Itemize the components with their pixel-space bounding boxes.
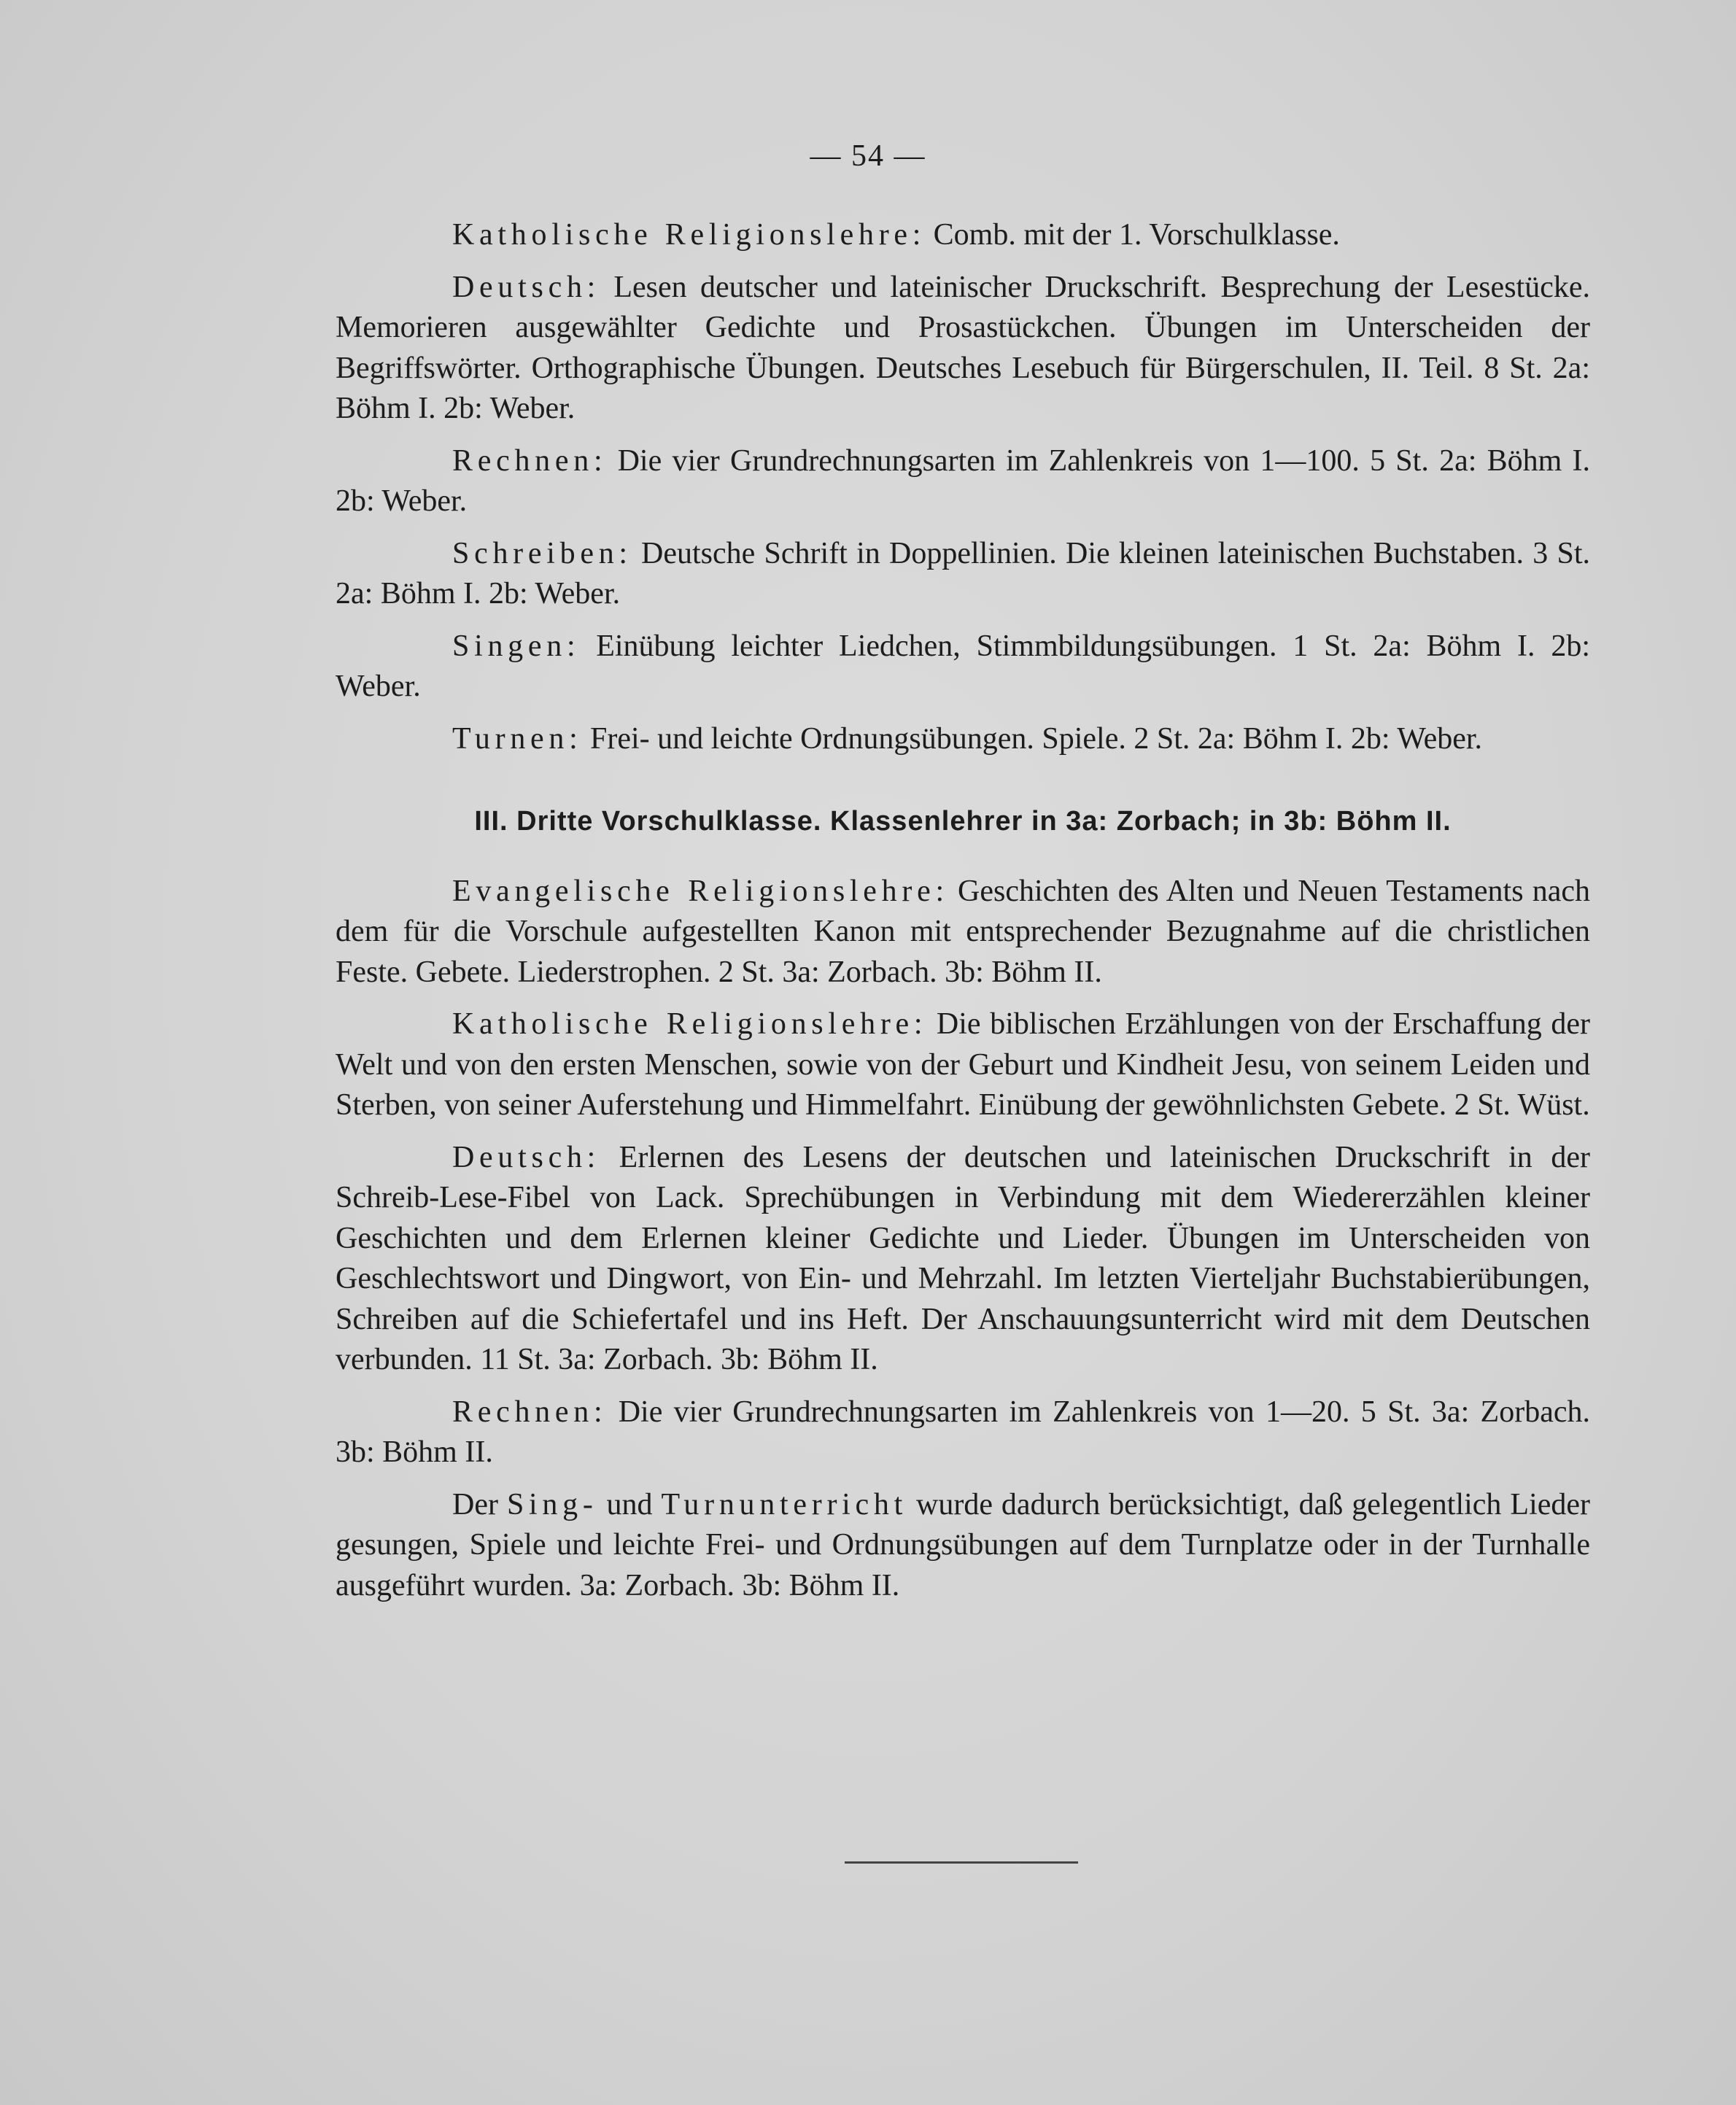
subject-label: Turnen: [452, 721, 583, 756]
closing-rule [845, 1861, 1078, 1864]
paragraph-kath-religion-2 [336, 1004, 1590, 1126]
paragraph-text: Deutsche Schrift in Doppellinien. Die kleinen lateinischen Buchstaben. 3 St. 2a: Böhm I. 2b: Weber. [336, 536, 1590, 610]
paragraph-schreiben [336, 534, 1590, 615]
paragraph-text: Geschichten des Alten und Neuen Testaments nach dem für die Vorschule aufgestellten Kanon mit entsprechender Bezugnahme auf die christlichen Feste. Gebete. Liederstrophen. 2 St. 3a: Zorbach. 3b: Böhm II. [336, 874, 1590, 989]
paragraph-turnen [336, 719, 1590, 760]
paragraph-sing-turn [336, 1485, 1590, 1607]
paragraph-text: Erlernen des Lesens der deutschen und lateinischen Druckschrift in der Schreib-Lese-Fibel von Lack. Sprechübungen in Verbindung mit dem Wiedererzählen kleiner Geschichten und dem Erlernen kleiner Gedichte und Lieder. Übungen im Unterscheiden von Geschlechtswort und Dingwort, von Ein- und Mehrzahl. Im letzten Vierteljahr Buchstabierübungen, Schreiben auf die Schiefertafel und ins Heft. Der Anschauungsunterricht wird mit dem Deutschen verbunden. 11 St. 3a: Zorbach. 3b: Böhm II. [336, 1140, 1590, 1376]
paragraph-text: Frei- und leichte Ordnungsübungen. Spiele. 2 St. 2a: Böhm I. 2b: Weber. [582, 721, 1483, 756]
paragraph-text: Der [452, 1487, 507, 1521]
subject-label: Deutsch: [452, 270, 601, 304]
subject-label: Schreiben: [452, 536, 632, 570]
paragraph-text: Comb. mit der 1. Vorschulklasse. [926, 218, 1340, 252]
paragraph-singen [336, 627, 1590, 708]
subject-label: Singen: [452, 629, 581, 663]
paragraph-kath-religion-1 [336, 215, 1590, 256]
paragraph-rechnen-1 [336, 441, 1590, 522]
paragraph-deutsch-1 [336, 268, 1590, 430]
paragraph-ev-religion [336, 872, 1590, 993]
paragraph-text: und [597, 1487, 662, 1521]
subject-label: Rechnen: [452, 443, 608, 478]
subject-label: Katholische Religionslehre: [452, 1007, 928, 1041]
subject-label: Deutsch: [452, 1140, 601, 1174]
subject-label: Katholische Religionslehre: [452, 218, 926, 252]
paragraph-text: wurde dadurch berücksichtigt, daß gelegentlich Lieder gesungen, Spiele und leichte Frei- und Ordnungsübungen auf dem Turnplatze oder in der Turnhalle ausgeführt wurden. 3a: Zorbach. 3b: Böhm II. [336, 1487, 1591, 1602]
paragraph-text: Die vier Grundrechnungsarten im Zahlenkreis von 1—100. 5 St. 2a: Böhm I. 2b: Weber. [336, 443, 1590, 518]
paragraph-rechnen-2 [336, 1392, 1590, 1473]
paragraph-text: Die biblischen Erzählungen von der Erschaffung der Welt und von den ersten Menschen, sowie von der Geburt und Kindheit Jesu, von seinem Leiden und Sterben, von seiner Auferstehung und Himmelfahrt. Einübung der gewöhnlichsten Gebete. 2 St. Wüst. [336, 1007, 1590, 1122]
paragraph-text: Die vier Grundrechnungsarten im Zahlenkreis von 1—20. 5 St. 3a: Zorbach. 3b: Böhm II. [336, 1395, 1590, 1469]
subject-label: Rechnen: [452, 1395, 608, 1429]
paragraph-text: Lesen deutscher und lateinischer Druckschrift. Besprechung der Lesestücke. Memorieren ausgewählter Gedichte und Prosastückchen. Übungen im Unterscheiden der Begriffswörter. Orthographische Übungen. Deutsches Lesebuch für Bürgerschulen, II. Teil. 8 St. 2a: Böhm I. 2b: Weber. [336, 270, 1590, 425]
page-number: — 54 — [810, 139, 926, 173]
subject-label: Sing- [506, 1487, 598, 1521]
section-heading: III. Dritte Vorschulklasse. Klassenlehrer in 3a: Zorbach; in 3b: Böhm II. [474, 806, 1452, 837]
paragraph-deutsch-2 [336, 1138, 1590, 1381]
paragraph-text: Einübung leichter Liedchen, Stimmbildungsübungen. 1 St. 2a: Böhm I. 2b: Weber. [336, 629, 1590, 703]
subject-label: Turnunterricht [661, 1487, 908, 1521]
body-text [336, 215, 1590, 1618]
subject-label: Evangelische Religionslehre: [452, 874, 949, 908]
